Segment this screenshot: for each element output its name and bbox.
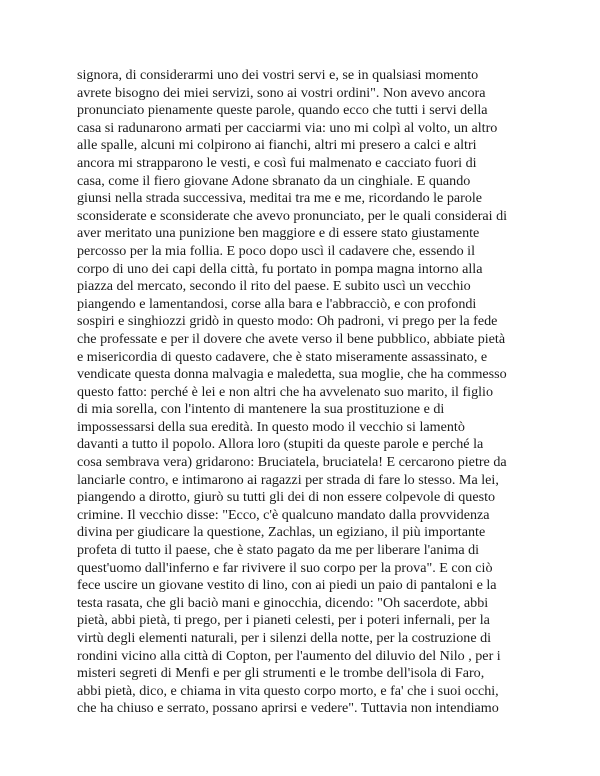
text-line: piazza del mercato, secondo il rito del paese. E subito uscì un vecchio xyxy=(77,278,471,295)
text-line: fece uscire un giovane vestito di lino, con ai piedi un paio di pantaloni e la xyxy=(77,577,497,594)
text-line: piangendo a dirotto, giurò su tutti gli dei di non essere colpevole di questo xyxy=(77,489,496,506)
text-line: misteri segreti di Menfi e per gli strumenti e le trombe dell'isola di Faro, xyxy=(77,665,485,682)
text-line: casa, come il fiero giovane Adone sbranato da un cinghiale. E quando xyxy=(77,172,471,189)
text-line: questo fatto: perché è lei e non altri che ha avvelenato suo marito, il figlio xyxy=(77,383,494,400)
text-line: virtù degli elementi naturali, per i silenzi della notte, per la costruzione di xyxy=(77,630,492,646)
text-line: rondini vicino alla città di Copton, per l'aumento del diluvio del Nilo , per i xyxy=(77,647,501,664)
text-line: signora, di considerarmi uno dei vostri servi e, se in qualsiasi momento xyxy=(77,67,479,83)
text-line: e misericordia di questo cadavere, che è stato miseramente assassinato, e xyxy=(77,348,488,365)
text-line: giunsi nella strada successiva, meditai tra me e me, ricordando le parole xyxy=(77,190,483,207)
text-line: casa si radunarono armati per cacciarmi via: uno mi colpì al volto, un altro xyxy=(77,119,498,136)
text-line: lanciarle contro, e intimarono ai ragazzi per strada di fare lo stesso. Ma lei, xyxy=(77,471,499,488)
text-line: divina per giudicare la questione, Zachlas, un egiziano, il più importante xyxy=(77,524,486,541)
text-line: avrete bisogno dei miei servizi, sono ai vostri ordini". Non avevo ancora xyxy=(77,84,486,101)
text-line: piangendo e lamentandosi, corse alla bara e l'abbracciò, e con profondi xyxy=(77,295,477,312)
text-line: alle spalle, alcuni mi colpirono ai fianchi, altri mi presero a calci e altri xyxy=(77,137,477,154)
text-line: vendicate questa donna malvagia e maledetta, sua moglie, che ha commesso xyxy=(77,366,507,383)
text-line: pietà, abbi pietà, ti prego, per i pianeti celesti, per i poteri infernali, per la xyxy=(77,612,490,629)
text-line: crimine. Il vecchio disse: "Ecco, c'è qualcuno mandato dalla provvidenza xyxy=(77,506,490,523)
text-line: ancora mi strapparono le vesti, e così fui malmenato e cacciato fuori di xyxy=(77,154,477,171)
text-line: testa rasata, che gli baciò mani e ginocchia, dicendo: "Oh sacerdote, abbi xyxy=(77,594,489,611)
text-line: davanti a tutto il popolo. Allora loro (stupiti da queste parole e perché la xyxy=(77,436,484,453)
text-line: che professate e per il dovere che avete verso il bene pubblico, abbiate pietà xyxy=(77,330,506,347)
text-line: cosa sembrava vera) gridarono: Bruciatela, bruciatela! E cercarono pietre da xyxy=(77,454,507,471)
text-line: aver meritato una punizione ben maggiore e di essere stato giustamente xyxy=(77,225,480,242)
text-line: corpo di uno dei capi della città, fu portato in pompa magna intorno alla xyxy=(77,260,483,277)
text-line: impossessarsi della sua eredità. In questo modo il vecchio si lamentò xyxy=(77,418,465,435)
text-line: di mia sorella, con l'intento di mantenere la sua prostituzione e di xyxy=(77,401,445,418)
text-line: che ha chiuso e serrato, possano aprirsi e vedere". Tuttavia non intendiamo xyxy=(77,700,499,717)
text-line: abbi pietà, dico, e chiama in vita questo corpo morto, e fa' che i suoi occhi, xyxy=(77,682,499,699)
body-text xyxy=(77,67,547,718)
text-line: quest'uomo dall'inferno e far rivivere il suo corpo per la prova". E con ciò xyxy=(77,559,493,576)
text-line: sospiri e singhiozzi gridò in questo modo: Oh padroni, vi prego per la fede xyxy=(77,313,498,330)
text-line: profeta di tutto il paese, che è stato pagato da me per liberare l'anima di xyxy=(77,542,480,559)
text-line: pronunciato pienamente queste parole, quando ecco che tutti i servi della xyxy=(77,102,488,119)
text-line: sconsiderate e sconsiderate che avevo pronunciato, per le quali considerai di xyxy=(77,207,508,224)
text-line: percosso per la mia follia. E poco dopo uscì il cadavere che, essendo il xyxy=(77,242,476,259)
